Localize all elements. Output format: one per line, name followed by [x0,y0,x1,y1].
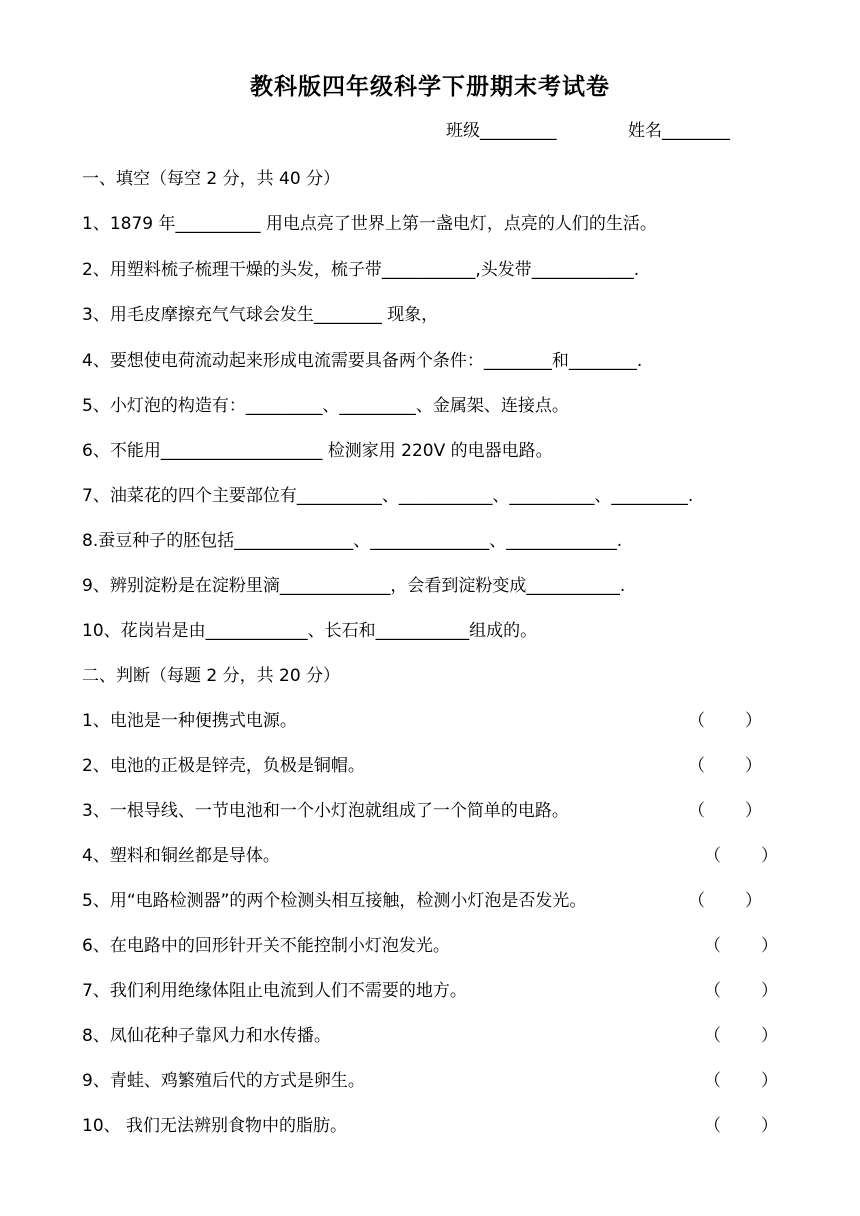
answer-parentheses: （ ） [704,936,780,956]
answer-parentheses: （ ） [704,846,780,866]
judge-question-6: 6、在电路中的回形针开关不能控制小灯泡发光。 [82,936,450,956]
fill-question-5: 5、小灯泡的构造有：_________、_________、金属架、连接点。 [82,396,569,416]
judge-question-2: 2、电池的正极是锌壳，负极是铜帽。 [82,756,365,776]
judge-question-3: 3、一根导线、一节电池和一个小灯泡就组成了一个简单的电路。 [82,801,569,821]
fill-question-9: 9、辨别淀粉是在淀粉里滴_____________，会看到淀粉变成___________. [82,576,626,596]
answer-parentheses: （ ） [704,981,780,1001]
section1-heading: 一、填空（每空 2 分，共 40 分） [82,169,341,189]
answer-parentheses: （ ） [704,1026,780,1046]
fill-question-1: 1、1879 年__________ 用电点亮了世界上第一盏电灯，点亮的人们的生活。 [82,214,657,234]
fill-question-4: 4、要想使电荷流动起来形成电流需要具备两个条件：________和________. [82,351,643,371]
answer-parentheses: （ ） [688,801,764,821]
answer-parentheses: （ ） [688,891,764,911]
fill-question-7: 7、油菜花的四个主要部位有__________、___________、__________、_________. [82,486,694,506]
judge-question-8: 8、凤仙花种子靠风力和水传播。 [82,1026,331,1046]
exam-title: 教科版四年级科学下册期末考试卷 [250,74,610,100]
judge-question-10: 10、 我们无法辨别食物中的脂肪。 [82,1116,348,1136]
answer-parentheses: （ ） [688,756,764,776]
section2-heading: 二、判断（每题 2 分，共 20 分） [82,666,341,686]
name-field: 姓名________ [628,121,730,141]
answer-parentheses: （ ） [688,711,764,731]
judge-question-4: 4、塑料和铜丝都是导体。 [82,846,280,866]
answer-parentheses: （ ） [704,1116,780,1136]
class-field: 班级_________ [446,121,557,141]
fill-question-3: 3、用毛皮摩擦充气气球会发生________ 现象， [82,305,439,325]
judge-question-5: 5、用“电路检测器”的两个检测头相互接触，检测小灯泡是否发光。 [82,891,587,911]
fill-question-6: 6、不能用___________________ 检测家用 220V 的电器电路。 [82,441,553,461]
answer-parentheses: （ ） [704,1071,780,1091]
judge-question-7: 7、我们利用绝缘体阻止电流到人们不需要的地方。 [82,981,467,1001]
fill-question-8: 8.蚕豆种子的胚包括______________、______________、_____________. [82,531,623,551]
fill-question-10: 10、花岗岩是由____________、长石和___________组成的。 [82,621,538,641]
fill-question-2: 2、用塑料梳子梳理干燥的头发，梳子带___________,头发带____________. [82,260,640,280]
judge-question-1: 1、电池是一种便携式电源。 [82,711,297,731]
judge-question-9: 9、青蛙、鸡繁殖后代的方式是卵生。 [82,1071,365,1091]
